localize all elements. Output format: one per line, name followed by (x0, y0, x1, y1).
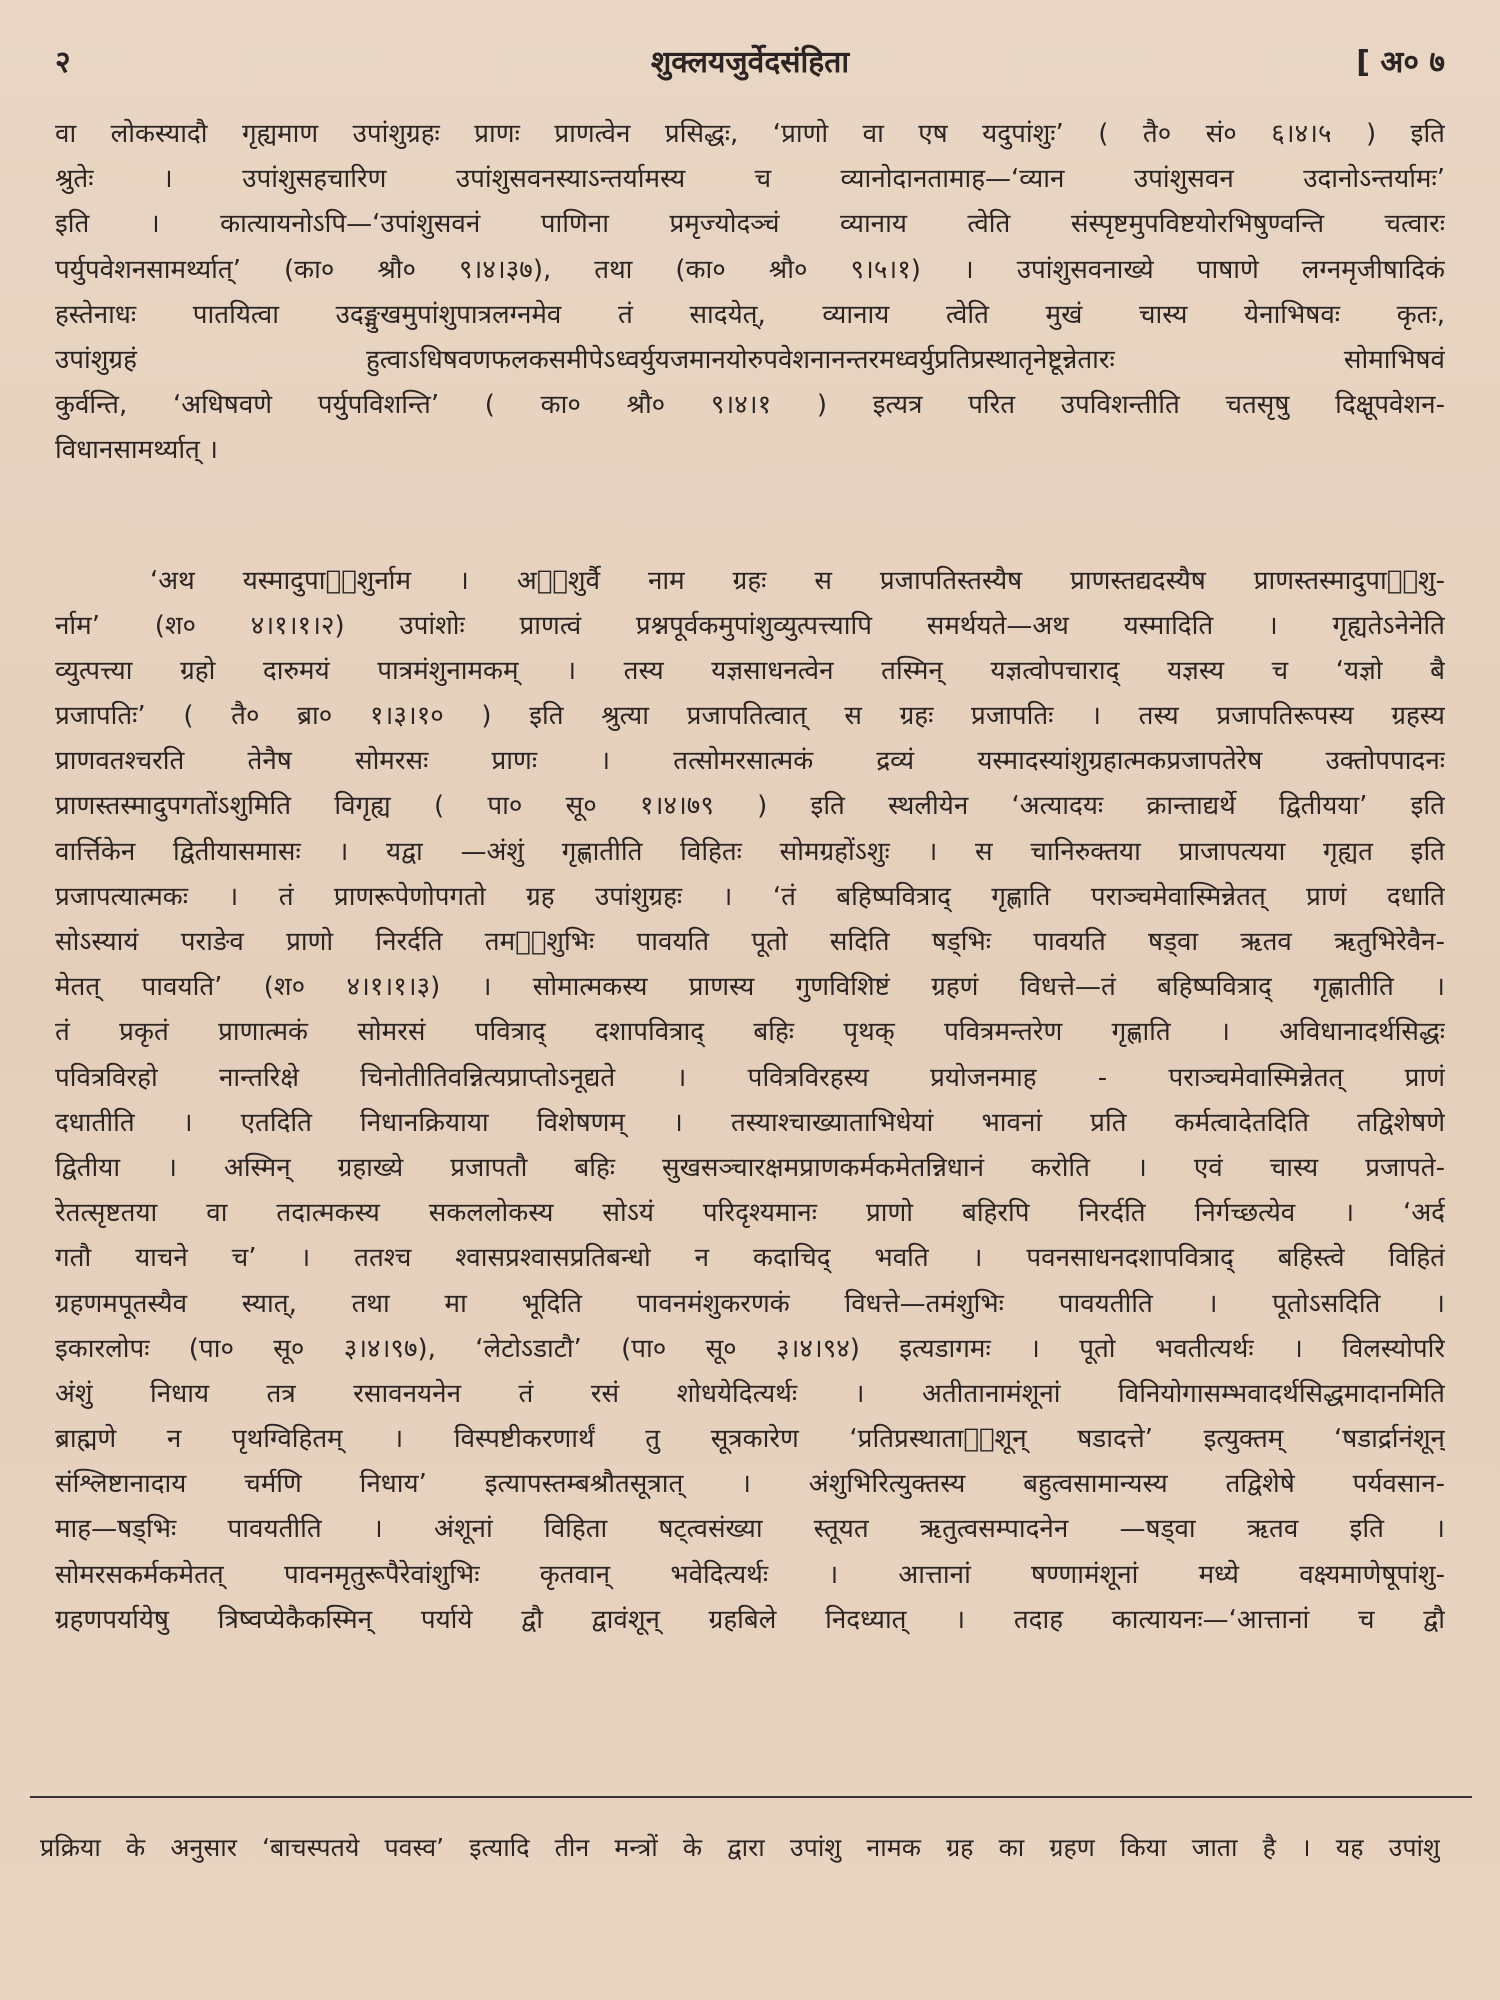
text-line: कुर्वन्ति, ‘अधिषवणे पर्युपविशन्ति’ ( का० श्रौ० ९।४।१ ) इत्यत्र परित उपविशन्तीति चतसृषु दिक्षूपवेशन- (55, 390, 1445, 421)
text-line: र्नाम’ (श० ४।१।१।२) उपांशोः प्राणत्वं प्रश्नपूर्वकमुपांशुव्युत्पत्त्यापि समर्थयते—अथ यस्मादिति । गृह्यतेऽनेनेति (55, 610, 1445, 641)
footnote: प्रक्रिया के अनुसार ‘बाचस्पतये पवस्व’ इत्यादि तीन मन्त्रों के द्वारा उपांशु नामक ग्रह का ग्रहण किया जाता है । यह उपांशु (40, 1833, 1440, 1862)
text-line: संश्लिष्टानादाय चर्मणि निधाय’ इत्यापस्तम्बश्रौतसूत्रात् । अंशुभिरित्युक्तस्य बहुत्वसामान्यस्य तद्विशेषे पर्यवसान- (55, 1469, 1445, 1500)
text-line: ब्राह्मणे न पृथग्विहितम् । विस्पष्टीकरणार्थं तु सूत्रकारेण ‘प्रतिप्रस्थाताᳬंशून् षडादत्ते’ इत्युक्तम् ‘षडार्द्रानंशून् (55, 1424, 1445, 1455)
text-line: अंशुं निधाय तत्र रसावनयनेन तं रसं शोधयेदित्यर्थः । अतीतानामंशूनां विनियोगासम्भवादर्थसिद्धमादानमिति (55, 1378, 1445, 1409)
text-line: विधानसामर्थ्यात् । (55, 435, 218, 466)
commentary-body (55, 112, 1445, 1643)
text-line: उपांशुग्रहं हुत्वाऽधिषवणफलकसमीपेऽध्वर्युयजमानयोरुपवेशनानन्तरमध्वर्युप्रतिप्रस्थातृनेष्टून्नेतारः सोमाभिषवं (55, 344, 1445, 375)
text-line: माह—षड्भिः पावयतीति । अंशूनां विहिता षट्त्वसंख्या स्तूयत ऋतुत्वसम्पादनेन —षड्वा ऋतव इति । (55, 1514, 1445, 1545)
text-line: पर्युपवेशनसामर्थ्यात्’ (का० श्रौ० ९।४।३७), तथा (का० श्रौ० ९।५।१) । उपांशुसवनाख्ये पाषाणे लग्नमृजीषादिकं (55, 254, 1445, 285)
text-line: रेतत्सृष्टतया वा तदात्मकस्य सकललोकस्य सोऽयं परिदृश्यमानः प्राणो बहिरपि निरर्दति निर्गच्छत्येव । ‘अर्द (55, 1198, 1445, 1229)
text-line: व्युत्पत्त्या ग्रहो दारुमयं पात्रमंशुनामकम् । तस्य यज्ञसाधनत्वेन तस्मिन् यज्ञत्वोपचाराद् यज्ञस्य च ‘यज्ञो बै (55, 655, 1445, 686)
text-line: इकारलोपः (पा० सू० ३।४।९७), ‘लेटोऽडाटौ’ (पा० सू० ३।४।९४) इत्यडागमः । पूतो भवतीत्यर्थः । विलस्योपरि (55, 1333, 1445, 1364)
footnote-divider (30, 1796, 1472, 1798)
text-line: श्रुतेः । उपांशुसहचारिण उपांशुसवनस्याऽन्तर्यामस्य च व्यानोदानतामाह—‘व्यान उपांशुसवन उदानोऽन्तर्यामः’ (55, 164, 1445, 195)
text-line: प्राणस्तस्मादुपगतोंऽशुमिति विगृह्य ( पा० सू० १।४।७९ ) इति स्थलीयेन ‘अत्यादयः क्रान्ताद्यर्थे द्वितीयया’ इति (55, 791, 1445, 822)
page-header (55, 40, 1445, 90)
text-line: तं प्रकृतं प्राणात्मकं सोमरसं पवित्राद् दशापवित्राद् बहिः पृथक् पवित्रमन्तरेण गृह्णाति । अविधानादर्थसिद्धः (55, 1017, 1445, 1048)
text-line: सोमरसकर्मकमेतत् पावनमृतुरूपैरेवांशुभिः कृतवान् भवेदित्यर्थः । आत्तानां षण्णामंशूनां मध्ये वक्ष्यमाणेषूपांशु- (55, 1559, 1445, 1590)
text-line: ग्रहणपर्यायेषु त्रिष्वप्येकैकस्मिन् पर्याये द्वौ द्वावंशून् ग्रहबिले निदध्यात् । तदाह कात्यायनः—‘आत्तानां च द्वौ (55, 1604, 1445, 1635)
text-line: द्वितीया । अस्मिन् ग्रहाख्ये प्रजापतौ बहिः सुखसञ्चारक्षमप्राणकर्मकमेतन्निधानं करोति । एवं चास्य प्रजापते- (55, 1152, 1445, 1183)
paragraph-2 (55, 559, 1445, 1644)
text-line: ग्रहणमपूतस्यैव स्यात्, तथा मा भूदिति पावनमंशुकरणकं विधत्ते—तमंशुभिः पावयतीति । पूतोऽसदिति । (55, 1288, 1445, 1319)
text-line: दधातीति । एतदिति निधानक्रियाया विशेषणम् । तस्याश्चाख्याताभिधेयां भावनां प्रति कर्मत्वादेतदिति तद्विशेषणे (55, 1107, 1445, 1138)
text-line: प्रजापत्यात्मकः । तं प्राणरूपेणोपगतो ग्रह उपांशुग्रहः । ‘तं बहिष्पवित्राद् गृह्णाति पराञ्चमेवास्मिन्नेतत् प्राणं दधाति (55, 881, 1445, 912)
chapter-marker: [ अ० ७ (1356, 45, 1445, 80)
text-line: इति । कात्यायनोऽपि—‘उपांशुसवनं पाणिना प्रमृज्योदञ्चं व्यानाय त्वेति संस्पृष्टमुपविष्टयोरभिषुण्वन्ति चत्वारः (55, 209, 1445, 240)
paragraph-1 (55, 112, 1445, 474)
text-line: हस्तेनाधः पातयित्वा उदङ्मुखमुपांशुपात्रलग्नमेव तं सादयेत्, व्यानाय त्वेति मुखं चास्य येनाभिषवः कृतः, (55, 299, 1445, 330)
text-line: वार्त्तिकेन द्वितीयासमासः । यद्वा —अंशुं गृह्णातीति विहितः सोमग्रहोंऽशुः । स चानिरुक्तया प्राजापत्यया गृह्यत इति (55, 836, 1445, 867)
running-title: शुक्लयजुर्वेदसंहिता (650, 45, 850, 80)
text-line: पवित्रविरहो नान्तरिक्षे चिनोतीतिवन्नित्यप्राप्तोऽनूद्यते । पवित्रविरहस्य प्रयोजनमाह - पराञ्चमेवास्मिन्नेतत् प्राणं (55, 1062, 1445, 1093)
text-line: सोऽस्यायं पराङेव प्राणो निरर्दति तमᳬंशुभिः पावयति पूतो सदिति षड्भिः पावयति षड्वा ऋतव ऋतुभिरेवैन- (55, 927, 1445, 957)
paragraph-gap (55, 474, 1445, 559)
page-number: २ (55, 45, 71, 80)
text-line: प्राणवतश्चरति तेनैष सोमरसः प्राणः । तत्सोमरसात्मकं द्रव्यं यस्मादस्यांशुग्रहात्मकप्रजापतेरेष उक्तोपपादनः (55, 746, 1445, 777)
text-line: मेतत् पावयति’ (श० ४।१।१।३) । सोमात्मकस्य प्राणस्य गुणविशिष्टं ग्रहणं विधत्ते—तं बहिष्पवित्राद् गृह्णातीति । (55, 972, 1445, 1003)
text-line: गतौ याचने च’ । ततश्च श्वासप्रश्वासप्रतिबन्धो न कदाचिद् भवति । पवनसाधनदशापवित्राद् बहिस्त्वे विहितं (55, 1243, 1445, 1274)
text-line: वा लोकस्यादौ गृह्यमाण उपांशुग्रहः प्राणः प्राणत्वेन प्रसिद्धः, ‘प्राणो वा एष यदुपांशुः’ ( तै० सं० ६।४।५ ) इति (55, 119, 1445, 149)
text-line: ‘अथ यस्मादुपाᳬंशुर्नाम । अᳬंशुर्वै नाम ग्रहः स प्रजापतिस्तस्यैष प्राणस्तद्यदस्यैष प्राणस्तस्मादुपाᳬंशु- (150, 565, 1445, 596)
text-line: प्रजापतिः’ ( तै० ब्रा० १।३।१० ) इति श्रुत्या प्रजापतित्वात् स ग्रहः प्रजापतिः । तस्य प्रजापतिरूपस्य ग्रहस्य (55, 701, 1445, 732)
